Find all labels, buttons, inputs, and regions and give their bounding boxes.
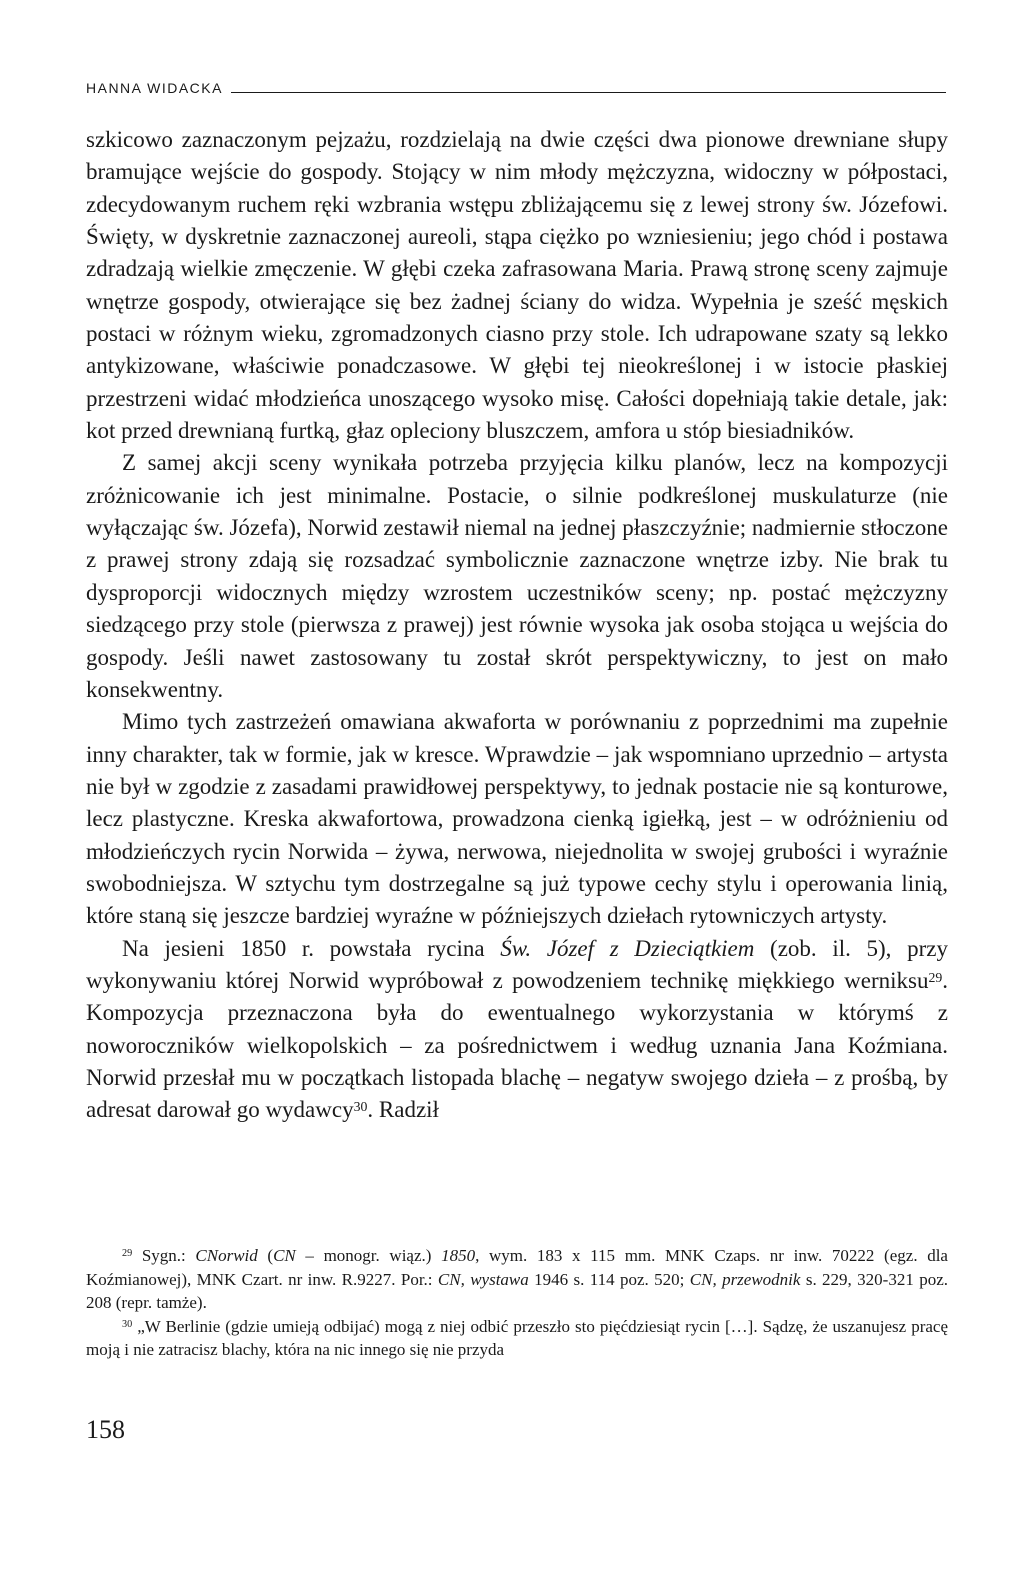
page-number: 158 (86, 1415, 125, 1444)
running-head (86, 80, 946, 96)
text-run: s. 229, 320-321 poz. 208 (repr. tamże). (86, 1269, 949, 1312)
author-name: HANNA WIDACKA (86, 80, 223, 96)
text-run: – monogr. wiąz.) (295, 1246, 442, 1265)
paragraph: szkicowo zaznaczonym pejzażu, rozdzielają na dwie części dwa pionowe drewniane słupy bramujące wejście do gospody. Stojący w nim młody mężczyzna, widoczny w półpostaci, zdecydowanym ruchem ręki wzbrania wstępu zbliżającemu się z lewej strony św. Józefowi. Święty, w dyskretnie zaznaczonej aureoli, stąpa ciężko po wzniesieniu; jego chód i postawa zdradzają wielkie zmęczenie. W głębi czeka zafrasowana Maria. Prawą stronę sceny zajmuje wnętrze gospody, otwierające się bez żadnej ściany do widza. Wypełnia je sześć męskich postaci w różnym wieku, zgromadzonych ciasno przy stole. Ich udrapowane szaty są lekko antykizowane, właściwie ponadczasowe. W głębi tej nieokreślonej i w istocie płaskiej przestrzeni widać młodzieńca unoszącego wysoko misę. Całości dopełniają takie detale, jak: kot przed drewnianą furtką, głaz opleciony bluszczem, amfora u stóp biesiadników. (86, 127, 948, 444)
artwork-title: Św. Józef z Dzieciątkiem (500, 935, 755, 961)
footnote-number: 30 (122, 1318, 133, 1330)
italic-run: CN (273, 1246, 296, 1265)
footnote (86, 1244, 948, 1315)
footnote-ref: 29 (928, 969, 943, 985)
text-run: , wym. 183 x 115 mm. MNK Czaps. nr inw. 70222 (egz. dla Koźmianowej), MNK Czart. nr inw. R.9227. Por.: (86, 1246, 948, 1289)
paragraph: Mimo tych zastrzeżeń omawiana akwaforta w porównaniu z poprzednimi ma zupełnie inny charakter, tak w formie, jak w kresce. Wprawdzie – jak wspomniano uprzednio – artysta nie był w zgodzie z zasadami prawidłowej perspektywy, to jednak postacie nie są konturowe, lecz plastyczne. Kreska akwafortowa, prowadzona cienką igiełką, jest – w odróżnieniu od młodzieńczych rycin Norwida – żywa, nerwowa, niejednolita w swojej grubości i wyraźnie swobodniejsza. W sztychu tym dostrzegalne są już typowe cechy stylu i operowania linią, które staną się jeszcze bardziej wyraźne w późniejszych dziełach rytowniczych artysty. (86, 709, 948, 929)
footnote-ref: 30 (353, 1099, 368, 1115)
header-rule (231, 92, 946, 93)
text-run: „W Berlinie (gdzie umieją odbijać) mogą z niej odbić przeszło sto pięćdziesiąt rycin […]. Sądzę, że uszanujesz pracę moją i nie zatracisz blachy, która na nic innego się nie przyda (86, 1316, 948, 1359)
body-text (86, 124, 948, 1127)
text-run: (zob. il. 5), przy wykonywaniu której Norwid wypróbował z powodzeniem technikę miękkiego werniksu (86, 935, 948, 993)
text-run: . Radził (367, 1097, 439, 1123)
italic-run: CNorwid (195, 1246, 258, 1265)
text-run: ( (257, 1246, 274, 1265)
footnote (86, 1315, 948, 1362)
footnotes (86, 1244, 948, 1362)
text-run: 1946 s. 114 poz. 520; (528, 1269, 690, 1289)
italic-run: 1850 (441, 1246, 476, 1265)
italic-run: CN, wystawa (437, 1269, 529, 1289)
paragraph (86, 933, 948, 1127)
italic-run: CN, przewodnik (689, 1269, 801, 1289)
text-run: Sygn.: (132, 1246, 196, 1265)
footnote-number: 29 (122, 1248, 133, 1260)
text-run: Na jesieni 1850 r. powstała rycina (122, 935, 501, 961)
paragraph: Z samej akcji sceny wynikała potrzeba przyjęcia kilku planów, lecz na kompozycji zróżnicowanie ich jest minimalne. Postacie, o silnie podkreślonej muskulaturze (nie wyłączając św. Józefa), Norwid zestawił niemal na jednej płaszczyźnie; nadmiernie stłoczone z prawej strony zdają się rozsadzać symbolicznie zaznaczone wnętrze izby. Nie brak tu dysproporcji widocznych między wzrostem uczestników sceny; np. postać mężczyzny siedzącego przy stole (pierwsza z prawej) jest równie wysoka jak osoba stojąca u wejścia do gospody. Jeśli nawet zastosowany tu został skrót perspektywiczny, to jest on mało konsekwentny. (86, 450, 948, 702)
text-run: . Kompozycja przeznaczona była do ewentualnego wykorzystania w którymś z noworoczników wielkopolskich – za pośrednictwem i według uznania Jana Koźmiana. Norwid przesłał mu w początkach listopada blachę – negatyw swojego dzieła – z prośbą, by adresat darował go wydawcy (86, 967, 948, 1123)
